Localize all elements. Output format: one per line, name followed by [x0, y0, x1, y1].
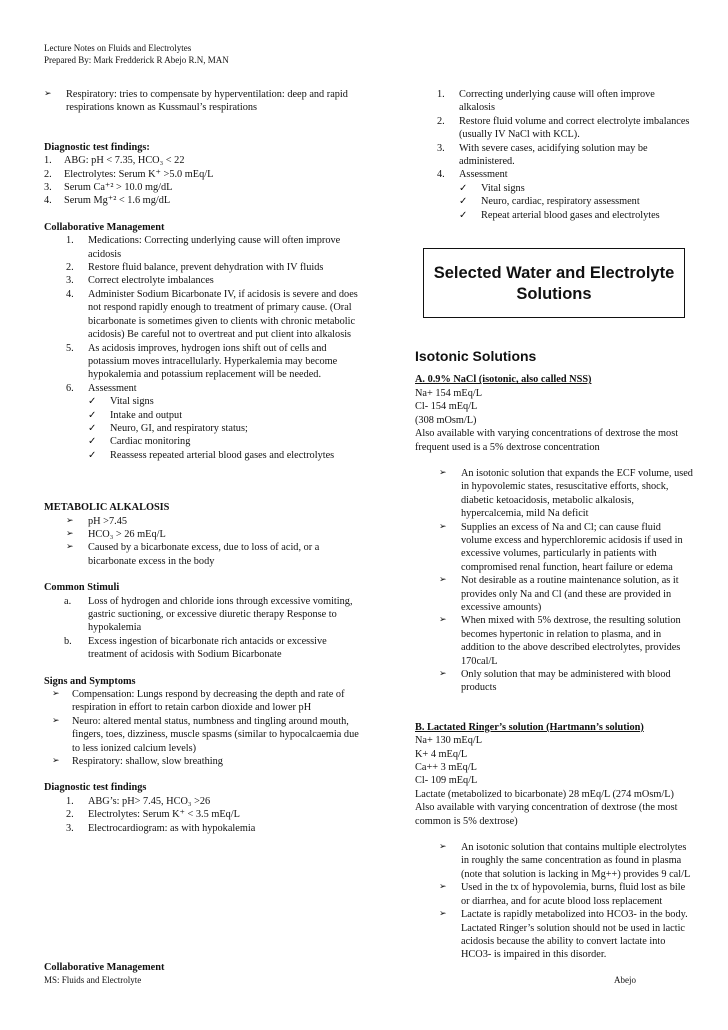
checkmark-icon: ✓: [459, 182, 468, 194]
check-item-text: Neuro, cardiac, respiratory assessment: [481, 196, 640, 208]
list-item-text: HCO₃ > 26 mEq/L: [88, 528, 166, 540]
signs-list: [44, 688, 359, 768]
lr-bullets: [415, 841, 693, 962]
collab-list: [44, 234, 359, 395]
check-item-text: Repeat arterial blood gases and electrolytes: [481, 209, 660, 221]
list-number: 1.: [44, 155, 52, 167]
nacl-title: A. 0.9% NaCl (isotonic, also called NSS): [415, 374, 592, 386]
list-number: 2.: [437, 115, 445, 127]
diag2-list: [44, 795, 359, 835]
list-item: [439, 467, 693, 521]
arrow-bullet-icon: ➢: [439, 669, 447, 679]
list-number: 1.: [437, 89, 445, 100]
arrow-bullet-icon: ➢: [66, 528, 74, 539]
common-stimuli-title: Common Stimuli: [44, 582, 120, 594]
list-item: [66, 234, 359, 261]
continued-checklist: [415, 182, 693, 222]
checkmark-icon: ✓: [88, 409, 97, 421]
list-number: b.: [64, 635, 72, 647]
list-number: 3.: [66, 275, 74, 287]
collab2-title: Collaborative Management: [44, 962, 165, 973]
check-item-text: Intake and output: [110, 409, 183, 421]
metabolic-alkalosis-list: [44, 515, 359, 569]
list-item: [439, 574, 693, 614]
arrow-bullet-icon: ➢: [439, 882, 447, 893]
list-item-text: Serum Mg⁺² < 1.6 mg/dL: [64, 195, 171, 207]
list-item-text: ABG: pH < 7.35, HCO₃ < 22: [64, 155, 185, 167]
checkmark-icon: ✓: [88, 422, 97, 434]
list-number: 1.: [66, 795, 74, 807]
list-item: [66, 541, 359, 568]
list-item-text: Restore fluid balance, prevent dehydration with IV fluids: [88, 262, 324, 274]
list-item-text: Only solution that may be administered with blood products: [461, 669, 671, 694]
section-title-box: [423, 248, 685, 318]
check-item-text: Vital signs: [481, 182, 525, 194]
list-item-text: Correcting underlying cause will often improve alkalosis: [459, 89, 655, 114]
list-item: [437, 115, 693, 142]
arrow-bullet-icon: ➢: [66, 515, 74, 526]
assessment-checklist: [44, 395, 359, 462]
list-item-text: An isotonic solution that contains multiple electrolytes in roughly the same concentration as found in plasma (note that solution is lacking in Mg++) provides 9 cal/L: [461, 842, 691, 880]
text-line: Also available with varying concentration of dextrose (the most common is 5% dextrose): [415, 802, 678, 827]
box-title: Selected Water and Electrolyte Solutions: [433, 264, 675, 304]
lr-lines: [415, 734, 693, 828]
list-item-text: Used in the tx of hypovolemia, burns, fluid lost as bile or diarrhea, and for acute blood loss replacement: [461, 882, 686, 907]
list-item-text: Excess ingestion of bicarbonate rich antacids or excessive treatment of acidosis with Sodium Bicarbonate: [88, 635, 327, 661]
list-item-text: Serum Ca⁺² > 10.0 mg/dL: [64, 182, 173, 194]
arrow-bullet-icon: ➢: [52, 689, 60, 700]
checkmark-icon: ✓: [88, 396, 97, 408]
check-item: [88, 409, 359, 422]
text-line: Ca++ 3 mEq/L: [415, 762, 477, 774]
list-number: 2.: [66, 262, 74, 274]
list-number: 2.: [44, 168, 52, 180]
arrow-bullet-icon: ➢: [439, 521, 447, 532]
list-number: 3.: [44, 182, 52, 194]
list-number: 2.: [66, 809, 74, 821]
arrow-bullet-icon: ➢: [52, 756, 60, 767]
list-item-text: An isotonic solution that expands the ECF volume, used in hypovolemic states, resuscitative efforts, shock, diabetic ketoacidosis, metabolic alkalosis, hypercalcemia, mild Na deficit: [461, 467, 693, 520]
header-line-1: Lecture Notes on Fluids and Electrolytes: [44, 43, 192, 53]
list-item-text: Assessment: [88, 382, 137, 394]
list-item: [44, 154, 359, 167]
list-item: [66, 795, 359, 808]
list-number: a.: [64, 595, 72, 607]
list-item: [437, 168, 693, 181]
list-item: [66, 382, 359, 395]
check-item-text: Reassess repeated arterial blood gases and electrolytes: [110, 449, 335, 461]
list-number: 1.: [66, 235, 74, 247]
isotonic-title: Isotonic Solutions: [415, 348, 537, 365]
list-item-text: As acidosis improves, hydrogen ions shift out of cells and potassium moves intracellularly. Hyperkalemia may become hypokalemia and potassium replacement will be needed.: [88, 342, 338, 381]
text-line: (308 mOsm/L): [415, 414, 477, 426]
list-item-text: Neuro: altered mental status, numbness and tingling around mouth, fingers, toes, dizziness, muscle spasms (similar to hypocalcaemia due to less ionized calcium levels): [72, 715, 359, 754]
list-item: [66, 342, 359, 382]
list-item: [52, 688, 359, 715]
list-item-text: Correct electrolyte imbalances: [88, 275, 214, 287]
arrow-bullet-icon: ➢: [439, 909, 447, 920]
text-line: K+ 4 mEq/L: [415, 748, 468, 760]
list-item-text: Compensation: Lungs respond by decreasing the depth and rate of respiration in effort to retain carbon dioxide and lower pH: [72, 689, 345, 714]
text-line: Also available with varying concentrations of dextrose the most frequent used is a 5% dextrose concentration: [415, 428, 679, 453]
list-number: 4.: [66, 288, 74, 300]
right-column: [415, 88, 693, 962]
list-item: [439, 521, 693, 575]
header-line-2: Prepared By: Mark Fredderick R Abejo R.N, MAN: [44, 55, 229, 65]
continued-list: [415, 88, 693, 182]
stimuli-list: [44, 595, 359, 662]
lr-title: B. Lactated Ringer’s solution (Hartmann’s solution): [415, 721, 644, 733]
list-item: [44, 181, 359, 194]
collab-title: Collaborative Management: [44, 221, 165, 233]
check-item: [88, 395, 359, 408]
list-number: 4.: [437, 169, 445, 181]
list-item-text: Lactate is rapidly metabolized into HCO3- in the body. Lactated Ringer’s solution should not be used in lactic acidosis because the ability to convert lactate into HCO3- is impaired in this disorder.: [461, 909, 688, 961]
list-number: 6.: [66, 382, 74, 394]
diag-list: [44, 154, 359, 208]
list-item: [439, 614, 693, 668]
list-number: 5.: [66, 342, 74, 354]
list-number: 3.: [66, 822, 74, 834]
respiratory-bullet: ➢ Respiratory: tries to compensate by hyperventilation: deep and rapid respirations known as Kussmaul’s respirations: [44, 89, 348, 114]
list-number: 3.: [437, 142, 445, 154]
list-item-text: When mixed with 5% dextrose, the resulting solution becomes hypertonic in relation to plasma, and in addition to the above described electrolytes, provides 170cal/L: [461, 615, 681, 667]
list-item-text: Supplies an excess of Na and Cl; can cause fluid volume excess and hyperchloremic acidosis if used in excessive volumes, particularly in patients with compromised renal function, heart failure or edema: [461, 521, 683, 573]
list-item: [66, 822, 359, 835]
list-item: [66, 288, 359, 342]
footer-right: Abejo: [614, 975, 636, 985]
list-item: [439, 908, 693, 962]
nacl-lines: [415, 387, 693, 454]
check-item: [459, 209, 693, 222]
list-item-text: Restore fluid volume and correct electrolyte imbalances (usually IV NaCl with KCL).: [459, 115, 690, 141]
list-item: [44, 168, 359, 181]
check-item: [88, 449, 359, 462]
arrow-bullet-icon: ➢: [66, 542, 74, 553]
metabolic-alkalosis-title: METABOLIC ALKALOSIS: [44, 502, 170, 514]
check-item-text: Neuro, GI, and respiratory status;: [110, 422, 248, 434]
text-line: Lactate (metabolized to bicarbonate) 28 mEq/L (274 mOsm/L): [415, 788, 674, 800]
checkmark-icon: ✓: [88, 449, 97, 461]
footer-left: MS: Fluids and Electrolyte: [44, 975, 142, 985]
list-item: [66, 808, 359, 821]
arrow-bullet-icon: ➢: [439, 615, 447, 626]
arrow-bullet-icon: ➢: [439, 575, 447, 586]
list-item: [66, 515, 359, 528]
list-item: [437, 142, 693, 169]
list-number: 4.: [44, 195, 52, 207]
check-item: [459, 182, 693, 195]
list-item: [437, 88, 693, 115]
check-item-text: Vital signs: [110, 396, 154, 408]
list-item-text: Assessment: [459, 169, 508, 181]
check-item: [88, 422, 359, 435]
list-item: [439, 668, 693, 695]
list-item-text: Caused by a bicarbonate excess, due to loss of acid, or a bicarbonate excess in the body: [88, 542, 320, 567]
arrow-bullet-icon: ➢: [439, 467, 447, 478]
list-item: [64, 635, 359, 662]
check-item: [88, 435, 359, 448]
list-item: [52, 715, 359, 755]
list-item: [439, 881, 693, 908]
signs-title: Signs and Symptoms: [44, 675, 136, 687]
nacl-bullets: [415, 467, 693, 695]
diag2-title: Diagnostic test findings: [44, 782, 147, 794]
text-line: Na+ 130 mEq/L: [415, 735, 483, 747]
check-item: [459, 195, 693, 208]
list-item-text: Electrocardiogram: as with hypokalemia: [88, 822, 256, 834]
checkmark-icon: ✓: [88, 436, 97, 448]
list-item: [66, 261, 359, 274]
page-header: [44, 42, 229, 66]
left-column: [44, 88, 359, 835]
arrow-bullet-icon: ➢: [44, 89, 52, 99]
list-item-text: ABG’s: pH> 7.45, HCO₃ >26: [88, 795, 211, 807]
list-item: [44, 194, 359, 207]
text-line: Cl- 109 mEq/L: [415, 775, 478, 787]
list-item-text: Electrolytes: Serum K⁺ >5.0 mEq/L: [64, 168, 214, 180]
list-item-text: pH >7.45: [88, 515, 127, 527]
list-item-text: Not desirable as a routine maintenance solution, as it provides only Na and Cl (and these are provided in excessive amounts): [461, 575, 679, 613]
text-line: Cl- 154 mEq/L: [415, 401, 478, 413]
list-item: [66, 528, 359, 541]
diag-title: Diagnostic test findings:: [44, 141, 150, 153]
arrow-bullet-icon: ➢: [439, 842, 447, 853]
list-item: [64, 595, 359, 635]
list-item-text: Respiratory: shallow, slow breathing: [72, 756, 223, 768]
list-item-text: Administer Sodium Bicarbonate IV, if acidosis is severe and does not respond rapidly enough to treatment of primary cause. (Oral bicarbonate is sometimes given to clients with chronic metabolic acidosis) Be careful not to overtreat and put client into alkalosis: [88, 288, 358, 341]
check-item-text: Cardiac monitoring: [110, 436, 191, 448]
list-item-text: Loss of hydrogen and chloride ions through excessive vomiting, gastric suctioning, or excessive diuretic therapy Response to hypokalemia: [88, 595, 353, 634]
list-item-text: Electrolytes: Serum K⁺ < 3.5 mEq/L: [88, 809, 240, 821]
list-item: [66, 274, 359, 287]
list-item-text: Medications: Correcting underlying cause will often improve acidosis: [88, 235, 341, 260]
list-item: [439, 841, 693, 881]
list-item: [52, 755, 359, 768]
text-line: Na+ 154 mEq/L: [415, 387, 483, 399]
arrow-bullet-icon: ➢: [52, 715, 60, 726]
list-item-text: With severe cases, acidifying solution may be administered.: [459, 142, 648, 168]
checkmark-icon: ✓: [459, 209, 468, 221]
checkmark-icon: ✓: [459, 196, 468, 208]
